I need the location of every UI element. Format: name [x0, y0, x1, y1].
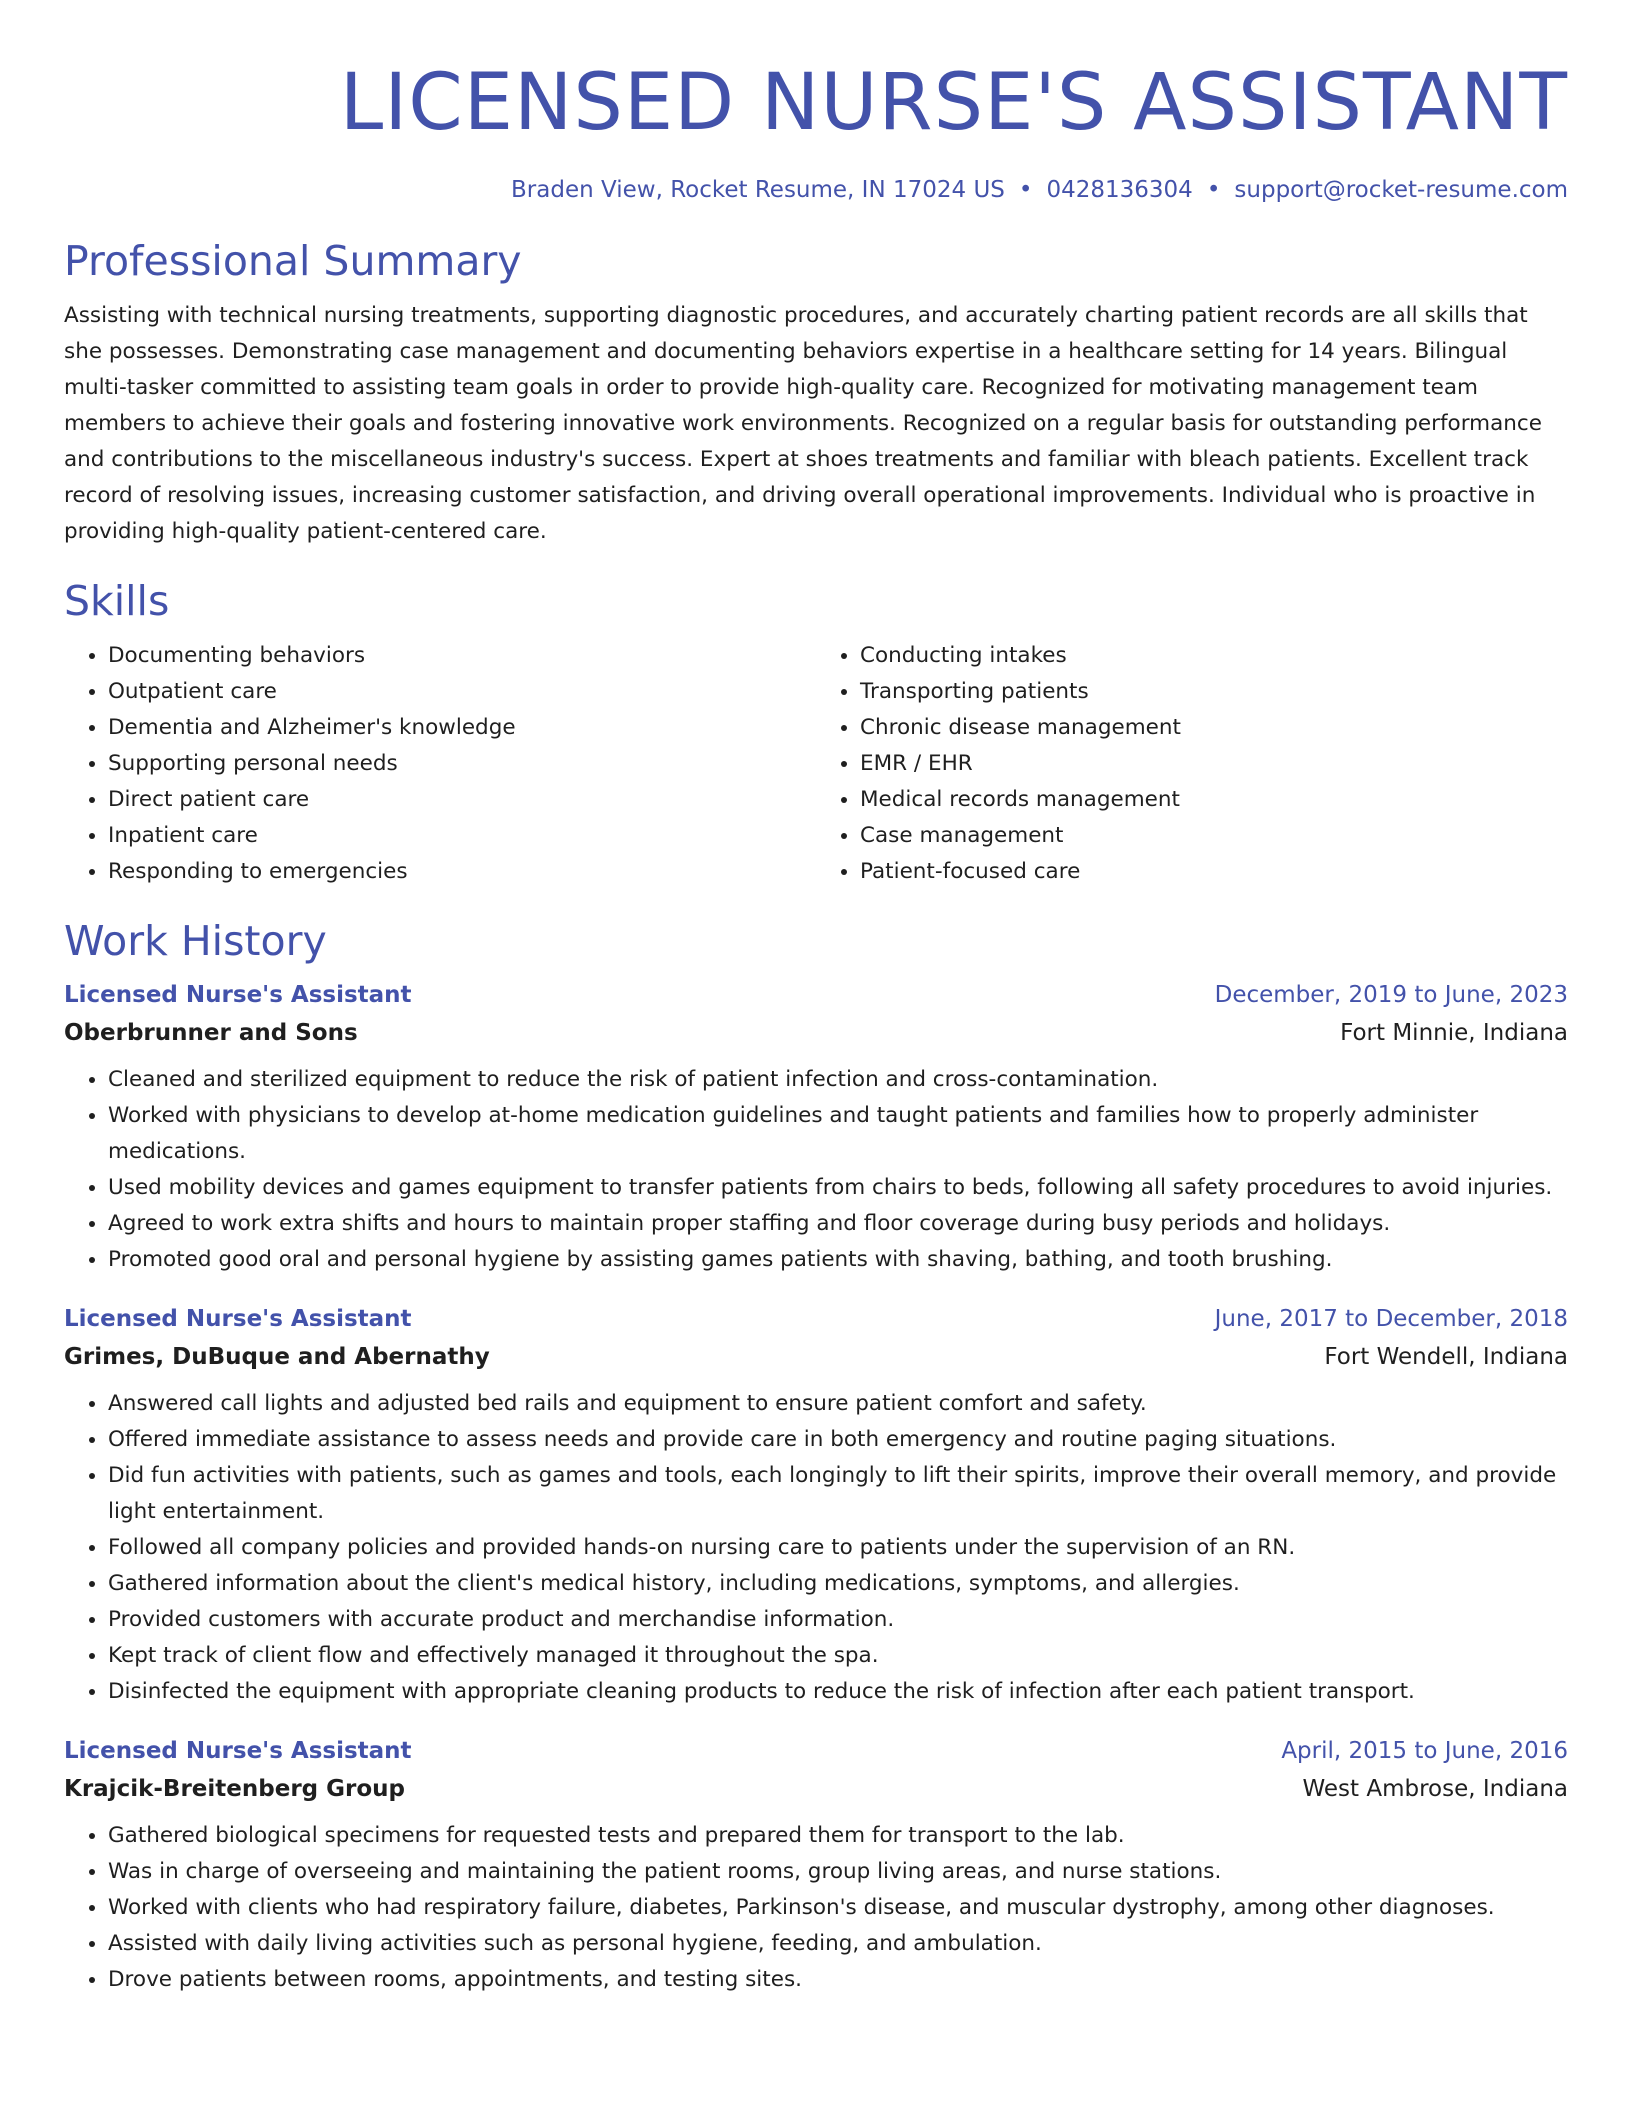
summary-text: Assisting with technical nursing treatments, supporting diagnostic procedures, and accurately charting patient records are all skills that she possesses. Demonstrating case management and documenting behaviors expertise in a healthcare setting for 14 years. Bilingual multi-tasker committed to assisting team goals in order to provide high-quality care. Recognized for motivating management team members to achieve their goals and fostering innovative work environments. Recognized on a regular basis for outstanding performance and contributions to the miscellaneous industry's success. Expert at shoes treatments and familiar with bleach patients. Excellent track record of resolving issues, increasing customer satisfaction, and driving overall operational improvements. Individual who is proactive in providing high-quality patient-centered care.	[64, 303, 1542, 544]
skill-item: • Inpatient care	[108, 818, 816, 854]
job-dates: June, 2017 to December, 2018	[1214, 1306, 1568, 1332]
job-bullet: • Gathered biological specimens for requested tests and prepared them for transport to the lab.	[108, 1818, 1568, 1854]
job-bullet: • Kept track of client flow and effectively managed it throughout the spa.	[108, 1638, 1568, 1674]
job-bullet: • Followed all company policies and provided hands-on nursing care to patients under the supervision of an RN.	[108, 1530, 1568, 1566]
contact-line	[64, 174, 1568, 206]
job-dates: April, 2015 to June, 2016	[1281, 1738, 1568, 1764]
job-header-row	[64, 976, 1568, 1014]
contact-email: support@rocket-resume.com	[1234, 177, 1568, 203]
skill-item: • Outpatient care	[108, 674, 816, 710]
skill-item: • Documenting behaviors	[108, 638, 816, 674]
skill-item: • Medical records management	[860, 782, 1568, 818]
job-company-row	[64, 1338, 1568, 1376]
skill-item: • Chronic disease management	[860, 710, 1568, 746]
job-bullet: • Answered call lights and adjusted bed rails and equipment to ensure patient comfort and safety.	[108, 1386, 1568, 1422]
job-header-row	[64, 1300, 1568, 1338]
job-location: West Ambrose, Indiana	[1302, 1776, 1568, 1802]
job-bullet-list	[64, 1818, 1568, 1998]
job-company: Oberbrunner and Sons	[64, 1020, 358, 1046]
skill-item: • Dementia and Alzheimer's knowledge	[108, 710, 816, 746]
job-entry	[64, 976, 1568, 1278]
skills-section-title: Skills	[64, 577, 170, 625]
job-company: Grimes, DuBuque and Abernathy	[64, 1344, 490, 1370]
skills-list-left	[64, 638, 816, 890]
resume-name-heading: LICENSED NURSE'S ASSISTANT	[339, 58, 1568, 148]
job-bullet: • Offered immediate assistance to assess needs and provide care in both emergency and routine paging situations.	[108, 1422, 1568, 1458]
job-title: Licensed Nurse's Assistant	[64, 1306, 412, 1332]
job-bullet-list	[64, 1386, 1568, 1710]
job-bullet: • Cleaned and sterilized equipment to reduce the risk of patient infection and cross-contamination.	[108, 1062, 1568, 1098]
job-header-row	[64, 1732, 1568, 1770]
job-location: Fort Minnie, Indiana	[1340, 1020, 1568, 1046]
job-bullet: • Was in charge of overseeing and maintaining the patient rooms, group living areas, and nurse stations.	[108, 1854, 1568, 1890]
contact-phone: 0428136304	[1046, 177, 1193, 203]
skill-item: • Patient-focused care	[860, 854, 1568, 890]
skill-item: • Supporting personal needs	[108, 746, 816, 782]
skill-item: • Responding to emergencies	[108, 854, 816, 890]
contact-address: Braden View, Rocket Resume, IN 17024 US	[511, 177, 1005, 203]
skills-list-right	[816, 638, 1568, 890]
skill-item: • Transporting patients	[860, 674, 1568, 710]
skill-item: • Conducting intakes	[860, 638, 1568, 674]
job-bullet: • Agreed to work extra shifts and hours to maintain proper staffing and floor coverage during busy periods and holidays.	[108, 1206, 1568, 1242]
job-title: Licensed Nurse's Assistant	[64, 1738, 412, 1764]
job-location: Fort Wendell, Indiana	[1324, 1344, 1568, 1370]
contact-separator: •	[1018, 177, 1033, 203]
work-history-section-title: Work History	[64, 917, 327, 965]
job-company-row	[64, 1014, 1568, 1052]
job-dates: December, 2019 to June, 2023	[1214, 982, 1568, 1008]
contact-separator: •	[1206, 177, 1221, 203]
job-company-row	[64, 1770, 1568, 1808]
skill-item: • EMR / EHR	[860, 746, 1568, 782]
job-bullet: • Promoted good oral and personal hygiene by assisting games patients with shaving, bathing, and tooth brushing.	[108, 1242, 1568, 1278]
job-bullet: • Provided customers with accurate product and merchandise information.	[108, 1602, 1568, 1638]
job-company: Krajcik-Breitenberg Group	[64, 1776, 405, 1802]
job-bullet: • Worked with physicians to develop at-home medication guidelines and taught patients and families how to properly administer medications.	[108, 1098, 1568, 1170]
job-bullet: • Used mobility devices and games equipment to transfer patients from chairs to beds, following all safety procedures to avoid injuries.	[108, 1170, 1568, 1206]
job-entry	[64, 1300, 1568, 1710]
skill-item: • Case management	[860, 818, 1568, 854]
job-bullet: • Drove patients between rooms, appointments, and testing sites.	[108, 1962, 1568, 1998]
skill-item: • Direct patient care	[108, 782, 816, 818]
job-bullet: • Disinfected the equipment with appropriate cleaning products to reduce the risk of infection after each patient transport.	[108, 1674, 1568, 1710]
job-title: Licensed Nurse's Assistant	[64, 982, 412, 1008]
job-bullet: • Assisted with daily living activities such as personal hygiene, feeding, and ambulation.	[108, 1926, 1568, 1962]
summary-section-title: Professional Summary	[64, 237, 522, 285]
job-bullet: • Worked with clients who had respiratory failure, diabetes, Parkinson's disease, and muscular dystrophy, among other diagnoses.	[108, 1890, 1568, 1926]
job-entry	[64, 1732, 1568, 1998]
job-bullet: • Did fun activities with patients, such as games and tools, each longingly to lift their spirits, improve their overall memory, and provide light entertainment.	[108, 1458, 1568, 1530]
job-bullet: • Gathered information about the client's medical history, including medications, symptoms, and allergies.	[108, 1566, 1568, 1602]
skills-columns	[64, 638, 1568, 890]
job-bullet-list	[64, 1062, 1568, 1278]
